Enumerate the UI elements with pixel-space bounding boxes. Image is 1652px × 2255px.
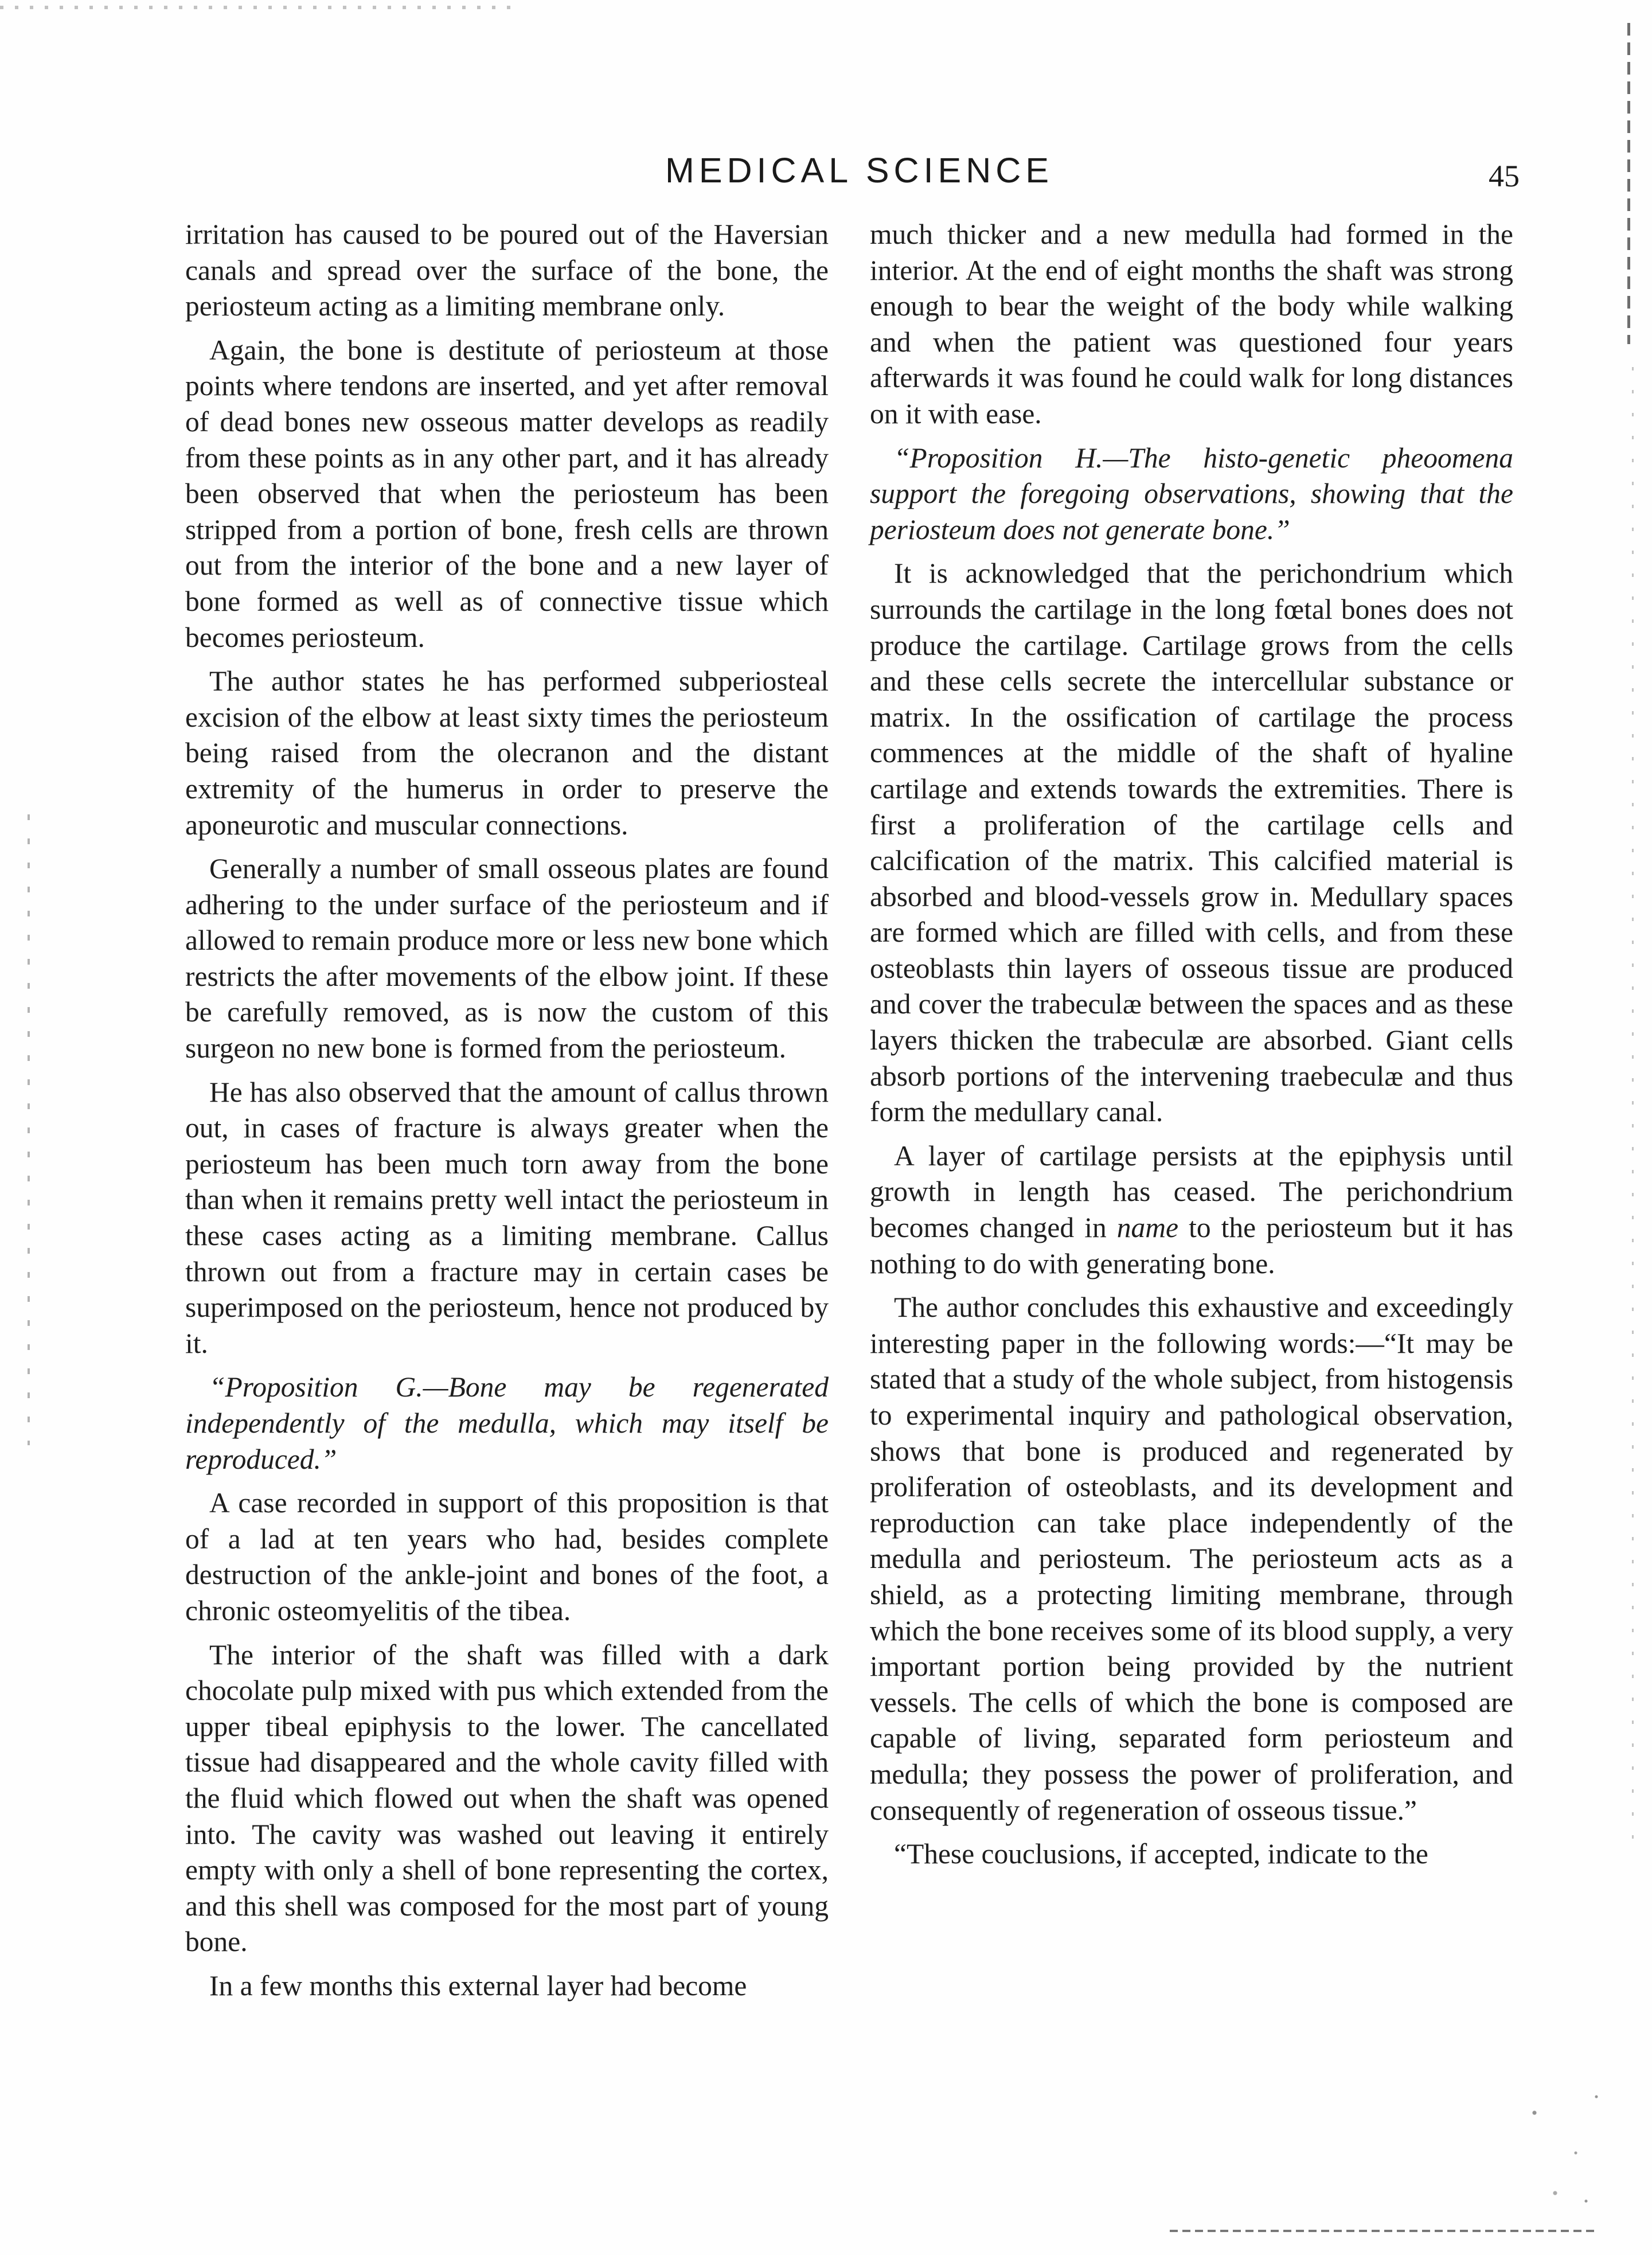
journal-title: MEDICAL SCIENCE bbox=[665, 151, 1054, 190]
paragraph: A case recorded in support of this proposition is that of a lad at ten years who had, besides complete destruction of the ankle-joint and bones of the foot, a chronic osteomyelitis of the tibea. bbox=[185, 1487, 829, 1626]
scan-artifact-right-margin bbox=[1632, 367, 1634, 1858]
running-header bbox=[0, 150, 1652, 196]
paragraph: The interior of the shaft was filled with a dark chocolate pulp mixed with pus which extended from the upper tibeal epiphysis to the lower. The cancellated tissue had disappeared and the whole cavity filled with the fluid which flowed out when the shaft was opened into. The cavity was washed out leaving it entirely empty with only a shell of bone representing the cortex, and this shell was composed for the most part of young bone. bbox=[185, 1638, 829, 1958]
paragraph: much thicker and a new medulla had formed in the interior. At the end of eight months the shaft was strong enough to bear the weight of the body while walking and when the patient was questioned four years afterwards it was found he could walk for long distances on it with ease. bbox=[870, 219, 1513, 430]
paragraph: The author states he has performed subperiosteal excision of the elbow at least sixty times the periosteum being raised from the olecranon and the distant extremity of the humerus in order to preserve the aponeurotic and muscular connections. bbox=[185, 665, 829, 841]
scan-artifact-left-margin bbox=[28, 814, 30, 1445]
paragraph: Generally a number of small osseous plates are found adhering to the under surface of the periosteum and if allowed to remain produce more or less new bone which restricts the after movements of the elbow joint. If these be carefully removed, as is now the custom of this surgeon no new bone is formed from the periosteum. bbox=[185, 853, 829, 1064]
right-text-column bbox=[870, 217, 1513, 1881]
paragraph: irritation has caused to be poured out of the Haversian canals and spread over the surface of the bone, the periosteum acting as a limiting membrane only. bbox=[185, 219, 829, 322]
left-text-column bbox=[185, 217, 829, 2012]
scan-artifact-top bbox=[0, 6, 516, 9]
paragraph: The author concludes this exhaustive and exceedingly interesting paper in the following words:—“It may be stated that a study of the whole subject, from histogensis to experimental inquiry and pathological observation, shows that bone is produced and regenerated by proliferation of osteoblasts, and its development and reproduction can take place independently of the medulla and periosteum. The periosteum acts as a shield, as a protecting limiting membrane, through which the bone receives some of its blood supply, a very important portion being provided by the nutrient vessels. The cells of which the bone is composed are capable of living, separated form periosteum and medulla; they possess the power of proliferation, and consequently of regeneration of osseous tissue.” bbox=[870, 1292, 1513, 1826]
italic-word: name bbox=[1116, 1212, 1178, 1244]
paragraph: He has also observed that the amount of callus thrown out, in cases of fracture is always greater when the periosteum has been much torn away from the bone than when it remains pretty well intact the periosteum in these cases acting as a limiting membrane. Callus thrown out from a fracture may in certain cases be superimposed on the periosteum, hence not produced by it. bbox=[185, 1076, 829, 1359]
text-run: A layer of cartilage persists at the epiphysis until growth in length has ceased. The perichondrium becomes changed in bbox=[870, 1140, 1513, 1244]
scan-artifact-speckle bbox=[1514, 2065, 1617, 2225]
page-number: 45 bbox=[1489, 159, 1520, 193]
proposition-g: “Proposition G.—Bone may be regenerated independently of the medulla, which may itself be reproduced.” bbox=[185, 1371, 829, 1475]
scan-artifact-bottom-rule bbox=[1170, 2230, 1594, 2232]
proposition-h: “Proposition H.—The histo-genetic pheoomena support the foregoing observations, showing that the periosteum does not generate bone.” bbox=[870, 442, 1513, 545]
paragraph: “These couclusions, if accepted, indicate to the bbox=[894, 1838, 1428, 1870]
paragraph: Again, the bone is destitute of periosteum at those points where tendons are inserted, and yet after removal of dead bones new osseous matter develops as readily from these points as in any other part, and it has already been observed that when the periosteum has been stripped from a portion of bone, fresh cells are thrown out from the interior of the bone and a new layer of bone formed as well as of connective tissue which becomes periosteum. bbox=[185, 334, 829, 653]
paragraph bbox=[870, 1138, 1513, 1282]
paragraph: It is acknowledged that the perichondrium which surrounds the cartilage in the long fœtal bones does not produce the cartilage. Cartilage grows from the cells and these cells secrete the intercellular substance or matrix. In the ossification of cartilage the process commences at the middle of the shaft of hyaline cartilage and extends towards the extremities. There is first a proliferation of the cartilage cells and calcification of the matrix. This calcified material is absorbed and blood-vessels grow in. Medullary spaces are formed which are filled with cells, and from these osteoblasts thin layers of osseous tissue are produced and cover the trabeculæ between the spaces and as these layers thicken the trabeculæ are absorbed. Giant cells absorb portions of the intervening traebeculæ and thus form the medullary canal. bbox=[870, 557, 1513, 1128]
text-run: to the periosteum but it has nothing to do with generating bone. bbox=[870, 1212, 1514, 1279]
paragraph: In a few months this external layer had become bbox=[209, 1969, 747, 2002]
